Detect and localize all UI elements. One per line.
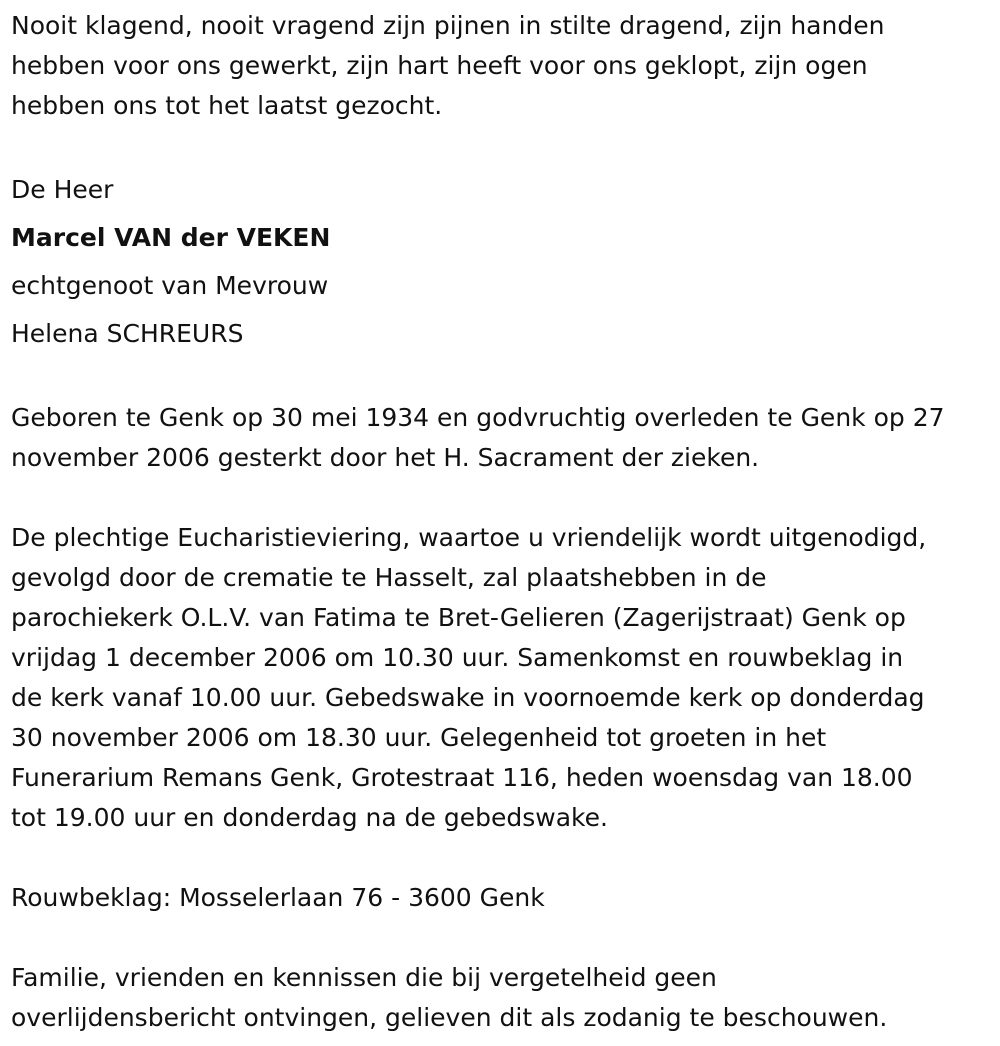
paragraph-spacer <box>11 126 1000 166</box>
condolence-paragraph <box>11 878 1000 918</box>
deceased-name: Marcel VAN der VEKEN <box>11 223 331 252</box>
birth-death-line: Geboren te Genk op 30 mei 1934 en godvruchtig overleden te Genk op 27 <box>11 403 945 432</box>
condolence-address: Rouwbeklag: Mosselerlaan 76 - 3600 Genk <box>11 883 545 912</box>
ceremony-paragraph <box>11 518 1000 838</box>
poem-paragraph <box>11 6 1000 126</box>
ceremony-line: vrijdag 1 december 2006 om 10.30 uur. Samenkomst en rouwbeklag in <box>11 643 904 672</box>
relation-text: echtgenoot van Mevrouw <box>11 271 329 300</box>
ceremony-line: parochiekerk O.L.V. van Fatima te Bret-Gelieren (Zagerijstraat) Genk op <box>11 603 906 632</box>
ceremony-line: tot 19.00 uur en donderdag na de gebedswake. <box>11 803 608 832</box>
poem-line: Nooit klagend, nooit vragend zijn pijnen in stilte dragend, zijn handen <box>11 11 885 40</box>
ceremony-line: Funerarium Remans Genk, Grotestraat 116, heden woensdag van 18.00 <box>11 763 913 792</box>
spouse-name: Helena SCHREURS <box>11 319 244 348</box>
paragraph-spacer <box>11 918 1000 958</box>
poem-line: hebben ons tot het laatst gezocht. <box>11 91 443 120</box>
birth-death-paragraph <box>11 398 1000 478</box>
paragraph-spacer <box>11 838 1000 878</box>
paragraph-spacer <box>11 478 1000 518</box>
closing-paragraph <box>11 958 1000 1038</box>
poem-line: hebben voor ons gewerkt, zijn hart heeft voor ons geklopt, zijn ogen <box>11 51 868 80</box>
ceremony-line: gevolgd door de crematie te Hasselt, zal plaatshebben in de <box>11 563 767 592</box>
paragraph-spacer <box>11 358 1000 398</box>
person-title: De Heer <box>11 175 114 204</box>
person-block <box>11 166 1000 358</box>
closing-line: overlijdensbericht ontvingen, gelieven dit als zodanig te beschouwen. <box>11 1003 888 1032</box>
ceremony-line: De plechtige Eucharistieviering, waartoe u vriendelijk wordt uitgenodigd, <box>11 523 927 552</box>
birth-death-line: november 2006 gesterkt door het H. Sacrament der zieken. <box>11 443 760 472</box>
ceremony-line: 30 november 2006 om 18.30 uur. Gelegenheid tot groeten in het <box>11 723 827 752</box>
ceremony-line: de kerk vanaf 10.00 uur. Gebedswake in voornoemde kerk op donderdag <box>11 683 925 712</box>
closing-line: Familie, vrienden en kennissen die bij vergetelheid geen <box>11 963 717 992</box>
